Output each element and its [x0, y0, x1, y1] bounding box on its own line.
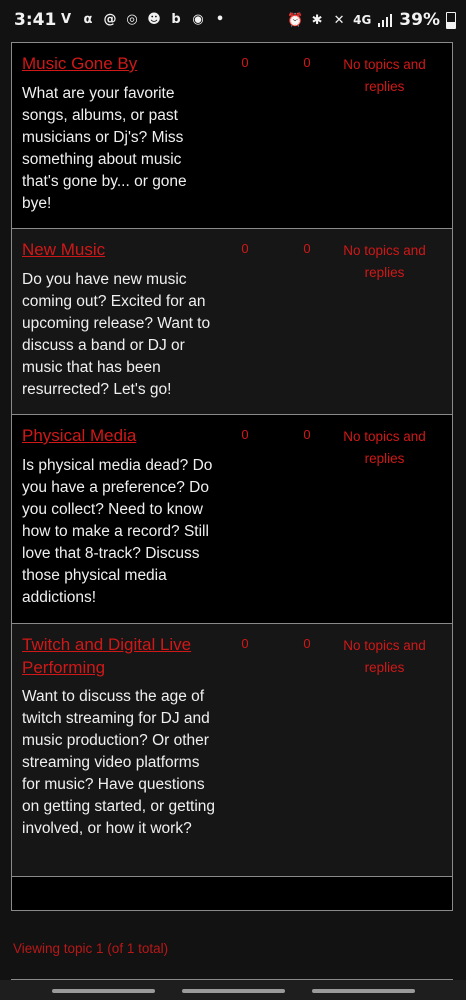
signal-icon: [377, 12, 393, 28]
forum-description: What are your favorite songs, albums, or past musicians or Dj's? Miss something about music that's gone by... or gone bye!: [22, 85, 187, 212]
forum-row: [12, 623, 452, 876]
last-post-info: No topics and replies: [343, 243, 426, 280]
app-face-icon: ☻: [147, 11, 161, 27]
app-amazon-icon: ⍺: [83, 11, 93, 27]
status-bar: [0, 0, 466, 42]
battery-percent: 39%: [399, 10, 440, 30]
forum-list: [11, 42, 453, 911]
bluetooth-icon: ✱: [311, 12, 323, 28]
topic-count: 0: [241, 55, 249, 70]
forum-description: Want to discuss the age of twitch streaming for DJ and music production? Or other streaming video platforms for music? Have questions on getting started, or getting involved, or how it work?: [22, 688, 216, 837]
forum-title-link[interactable]: Music Gone By: [22, 54, 138, 73]
app-b-icon: b: [171, 11, 181, 27]
more-notifications-icon: •: [215, 11, 225, 27]
status-time: 3:41: [14, 10, 57, 30]
nav-home-handle[interactable]: [182, 989, 285, 993]
forum-title-link[interactable]: New Music: [22, 240, 106, 259]
forum-row: [12, 414, 452, 623]
pagination-info: Viewing topic 1 (of 1 total): [13, 941, 169, 956]
forum-title-link[interactable]: Physical Media: [22, 426, 137, 445]
forum-description: Is physical media dead? Do you have a preference? Do you collect? Need to know how to make a record? Still love that 8-track? Discuss those physical media addictions!: [22, 457, 213, 606]
post-count: 0: [303, 636, 311, 651]
app-threads-icon: @: [103, 11, 117, 27]
battery-icon: [446, 12, 456, 29]
nav-recents-handle[interactable]: [312, 989, 415, 993]
topic-count: 0: [241, 636, 249, 651]
app-circle-icon: ◉: [192, 11, 204, 27]
post-count: 0: [303, 241, 311, 256]
last-post-info: No topics and replies: [343, 429, 426, 466]
forum-title-link[interactable]: Twitch and Digital Live Performing: [22, 635, 192, 677]
topic-count: 0: [241, 427, 249, 442]
last-post-info: No topics and replies: [343, 57, 426, 94]
forum-row: [12, 42, 452, 228]
nav-back-handle[interactable]: [52, 989, 155, 993]
post-count: 0: [303, 55, 311, 70]
notification-icons: [58, 11, 228, 27]
system-icons: [287, 10, 456, 30]
forum-description: Do you have new music coming out? Excited for an upcoming release? Want to discuss a band or DJ or music that has been resurrected? Let's go!: [22, 271, 211, 398]
navigation-bar: [0, 980, 466, 1000]
app-v-icon: V: [60, 11, 72, 27]
post-count: 0: [303, 427, 311, 442]
mute-icon: ✕: [333, 12, 345, 28]
topic-count: 0: [241, 241, 249, 256]
network-type: 4G: [353, 13, 372, 27]
forum-row: [12, 228, 452, 414]
alarm-icon: ⏰: [287, 12, 304, 28]
app-messenger-icon: ◎: [126, 11, 138, 27]
last-post-info: No topics and replies: [343, 638, 426, 675]
table-footer-row: [12, 876, 452, 910]
